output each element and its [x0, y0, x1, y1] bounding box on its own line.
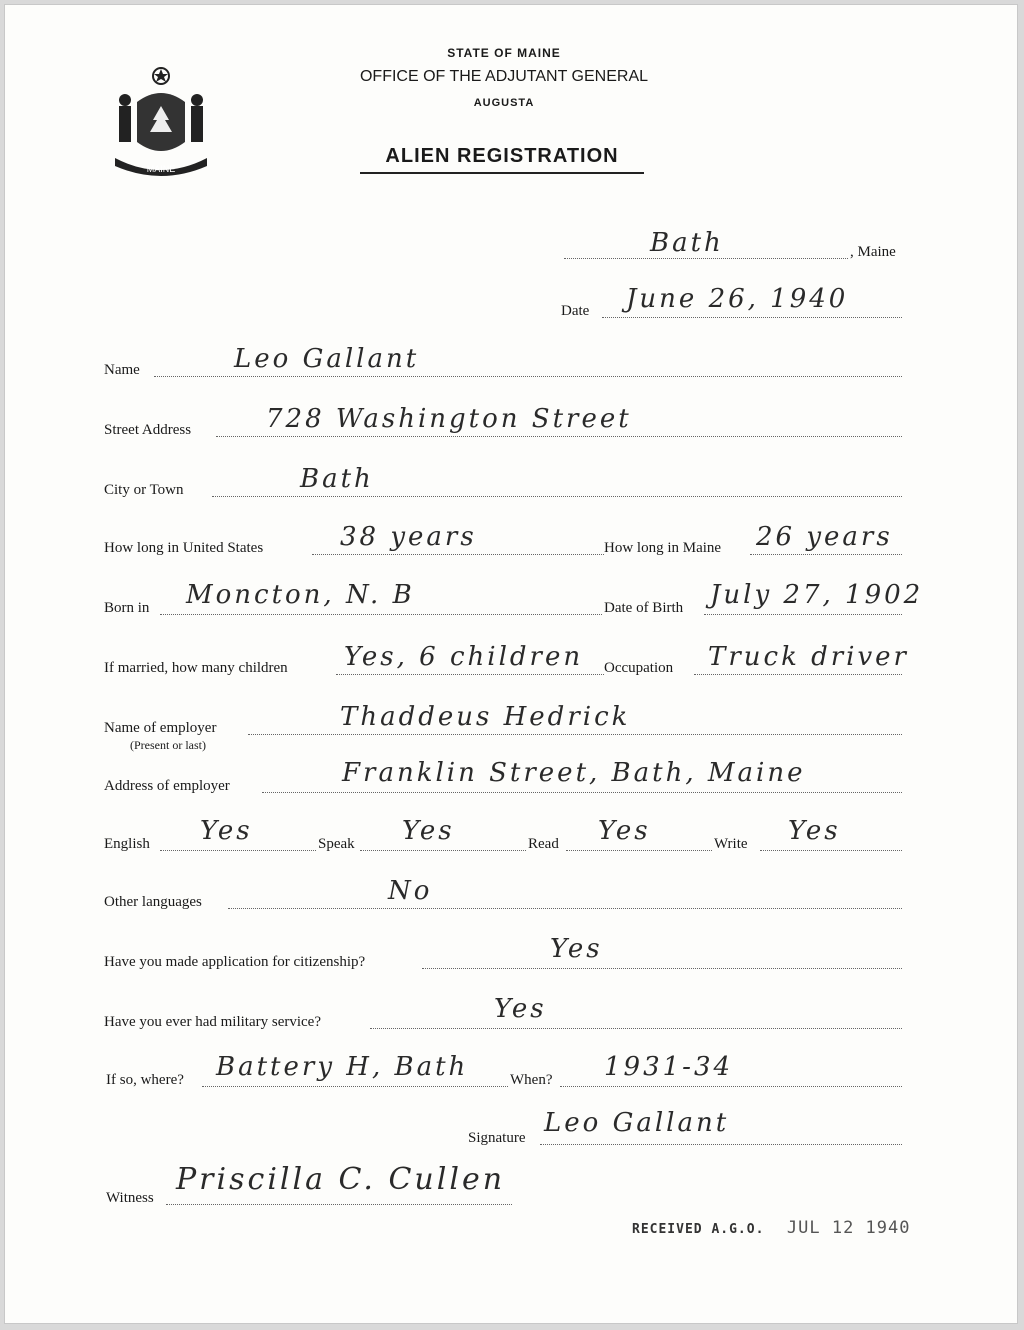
when-line — [560, 1086, 902, 1087]
employer-address-label: Address of employer — [104, 778, 230, 794]
state-heading: STATE OF MAINE — [447, 46, 561, 60]
occupation-line — [694, 674, 902, 675]
street-label: Street Address — [104, 422, 192, 438]
registration-form — [4, 4, 1018, 1324]
children-line — [336, 674, 604, 675]
dob-value[interactable]: July 27, 1902 — [710, 580, 924, 610]
where-label: If so, where? — [106, 1072, 184, 1088]
read-value[interactable]: Yes — [598, 816, 651, 846]
write-line — [760, 850, 902, 851]
city-value[interactable]: Bath — [300, 464, 374, 494]
when-label: When? — [510, 1072, 553, 1088]
born-line — [160, 614, 602, 615]
employer-line — [248, 734, 902, 735]
received-stamp — [632, 1218, 910, 1238]
citizenship-line — [422, 968, 902, 969]
received-stamp-prefix: RECEIVED A.G.O. — [632, 1222, 765, 1237]
citizenship-label: Have you made application for citizenship? — [104, 954, 366, 970]
maine-duration-label: How long in Maine — [604, 540, 722, 556]
english-label: English — [104, 836, 150, 852]
write-value[interactable]: Yes — [788, 816, 841, 846]
other-languages-label: Other languages — [104, 894, 202, 910]
occupation-label: Occupation — [604, 660, 674, 676]
date-value[interactable]: June 26, 1940 — [626, 284, 849, 314]
office-heading: OFFICE OF THE ADJUTANT GENERAL — [359, 68, 649, 85]
place-value[interactable]: Bath — [650, 228, 724, 258]
city-label: City or Town — [104, 482, 184, 498]
write-label: Write — [714, 836, 748, 852]
signature-line — [540, 1144, 902, 1145]
read-label: Read — [528, 836, 559, 852]
signature-value[interactable]: Leo Gallant — [544, 1108, 730, 1138]
speak-line — [360, 850, 526, 851]
dob-line — [704, 614, 902, 615]
employer-label: Name of employer — [104, 720, 217, 736]
employer-value[interactable]: Thaddeus Hedrick — [340, 702, 631, 732]
maine-state-seal — [107, 62, 215, 182]
read-line — [566, 850, 712, 851]
children-label: If married, how many children — [104, 660, 288, 676]
signature-label: Signature — [468, 1130, 526, 1146]
city-heading: AUGUSTA — [473, 97, 535, 109]
seal-banner-text: MAINE — [146, 164, 176, 174]
city-line — [212, 496, 902, 497]
military-line — [370, 1028, 902, 1029]
speak-value[interactable]: Yes — [402, 816, 455, 846]
received-stamp-date: JUL 12 1940 — [786, 1218, 911, 1238]
speak-label: Speak — [318, 836, 355, 852]
english-line — [160, 850, 316, 851]
occupation-value[interactable]: Truck driver — [708, 642, 909, 672]
where-line — [202, 1086, 508, 1087]
name-label: Name — [104, 362, 140, 378]
date-label: Date — [561, 303, 590, 319]
when-value[interactable]: 1931-34 — [604, 1052, 734, 1082]
other-languages-line — [228, 908, 902, 909]
born-label: Born in — [104, 600, 150, 616]
english-value[interactable]: Yes — [200, 816, 253, 846]
military-value[interactable]: Yes — [494, 994, 547, 1024]
employer-address-line — [262, 792, 902, 793]
children-value[interactable]: Yes, 6 children — [344, 642, 584, 672]
us-duration-line — [312, 554, 604, 555]
witness-value[interactable]: Priscilla C. Cullen — [176, 1162, 506, 1197]
form-title: ALIEN REGISTRATION — [360, 145, 644, 174]
employer-sublabel: (Present or last) — [130, 738, 206, 752]
name-line — [154, 376, 902, 377]
maine-duration-line — [750, 554, 902, 555]
name-value[interactable]: Leo Gallant — [234, 344, 420, 374]
other-languages-value[interactable]: No — [388, 876, 433, 906]
place-line — [564, 258, 848, 259]
employer-address-value[interactable]: Franklin Street, Bath, Maine — [342, 758, 806, 788]
street-value[interactable]: 728 Washington Street — [266, 404, 632, 434]
us-duration-label: How long in United States — [104, 540, 264, 556]
where-value[interactable]: Battery H, Bath — [216, 1052, 469, 1082]
citizenship-value[interactable]: Yes — [550, 934, 603, 964]
witness-line — [166, 1204, 512, 1205]
us-duration-value[interactable]: 38 years — [340, 522, 477, 552]
street-line — [216, 436, 902, 437]
place-suffix: , Maine — [850, 244, 896, 260]
dob-label: Date of Birth — [604, 600, 684, 616]
maine-duration-value[interactable]: 26 years — [756, 522, 893, 552]
date-line — [602, 317, 902, 318]
witness-label: Witness — [106, 1190, 154, 1206]
born-value[interactable]: Moncton, N. B — [186, 580, 415, 610]
military-label: Have you ever had military service? — [104, 1014, 321, 1030]
